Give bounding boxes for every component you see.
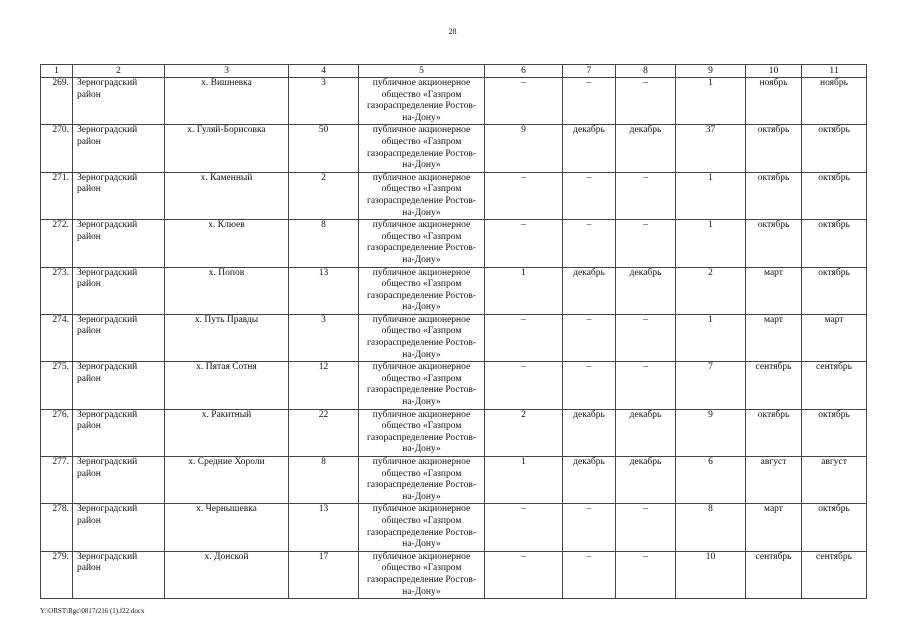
col6-cell: 9	[485, 125, 563, 172]
col6-cell: 2	[485, 409, 563, 456]
col9-cell: 1	[676, 314, 746, 361]
col6-cell: –	[485, 551, 563, 598]
district-cell: Зерноградский район	[73, 267, 165, 314]
col7-cell: –	[563, 172, 616, 219]
col8-cell: декабрь	[616, 457, 676, 504]
column-header: 6	[485, 65, 563, 78]
col11-cell: октябрь	[802, 267, 867, 314]
settlement-cell: х. Каменный	[165, 172, 289, 219]
column-header: 1	[41, 65, 73, 78]
col11-cell: октябрь	[802, 125, 867, 172]
col8-cell: –	[616, 551, 676, 598]
col9-cell: 37	[676, 125, 746, 172]
settlement-cell: х. Попов	[165, 267, 289, 314]
column-header: 8	[616, 65, 676, 78]
col9-cell: 6	[676, 457, 746, 504]
col7-cell: –	[563, 78, 616, 125]
row-number: 275.	[41, 362, 73, 409]
table-row	[41, 267, 867, 314]
col4-cell: 17	[289, 551, 359, 598]
table-row	[41, 551, 867, 598]
col8-cell: –	[616, 314, 676, 361]
col10-cell: август	[746, 457, 802, 504]
column-header: 5	[359, 65, 485, 78]
col11-cell: октябрь	[802, 220, 867, 267]
col9-cell: 8	[676, 504, 746, 551]
col10-cell: октябрь	[746, 172, 802, 219]
col7-cell: декабрь	[563, 267, 616, 314]
col4-cell: 2	[289, 172, 359, 219]
settlement-cell: х. Средние Хороли	[165, 457, 289, 504]
col10-cell: ноябрь	[746, 78, 802, 125]
column-header: 2	[73, 65, 165, 78]
district-cell: Зерноградский район	[73, 409, 165, 456]
col7-cell: декабрь	[563, 125, 616, 172]
column-header: 9	[676, 65, 746, 78]
col9-cell: 2	[676, 267, 746, 314]
row-number: 278.	[41, 504, 73, 551]
col4-cell: 8	[289, 220, 359, 267]
row-number: 279.	[41, 551, 73, 598]
col11-cell: октябрь	[802, 172, 867, 219]
row-number: 270.	[41, 125, 73, 172]
header-row	[41, 65, 867, 78]
col11-cell: октябрь	[802, 504, 867, 551]
row-number: 277.	[41, 457, 73, 504]
col9-cell: 1	[676, 172, 746, 219]
data-table	[40, 64, 867, 599]
organization-cell: публичное акционерное общество «Газпром газораспределение Ростов-на-Дону»	[359, 504, 485, 551]
col8-cell: –	[616, 78, 676, 125]
col4-cell: 13	[289, 504, 359, 551]
organization-cell: публичное акционерное общество «Газпром газораспределение Ростов-на-Дону»	[359, 78, 485, 125]
col4-cell: 50	[289, 125, 359, 172]
col9-cell: 7	[676, 362, 746, 409]
col7-cell: –	[563, 220, 616, 267]
organization-cell: публичное акционерное общество «Газпром газораспределение Ростов-на-Дону»	[359, 172, 485, 219]
organization-cell: публичное акционерное общество «Газпром газораспределение Ростов-на-Дону»	[359, 220, 485, 267]
column-header: 11	[802, 65, 867, 78]
table-row	[41, 504, 867, 551]
settlement-cell: х. Пятая Сотня	[165, 362, 289, 409]
col11-cell: сентябрь	[802, 362, 867, 409]
table-row	[41, 125, 867, 172]
col11-cell: октябрь	[802, 409, 867, 456]
col4-cell: 12	[289, 362, 359, 409]
col6-cell: –	[485, 172, 563, 219]
organization-cell: публичное акционерное общество «Газпром газораспределение Ростов-на-Дону»	[359, 409, 485, 456]
table-row	[41, 314, 867, 361]
row-number: 276.	[41, 409, 73, 456]
district-cell: Зерноградский район	[73, 504, 165, 551]
district-cell: Зерноградский район	[73, 362, 165, 409]
col7-cell: декабрь	[563, 457, 616, 504]
organization-cell: публичное акционерное общество «Газпром газораспределение Ростов-на-Дону»	[359, 457, 485, 504]
column-header: 4	[289, 65, 359, 78]
file-path-footer: Y:\ORST\Rgc\0817r216 (1).f22.docx	[40, 607, 145, 615]
col10-cell: октябрь	[746, 409, 802, 456]
col7-cell: –	[563, 504, 616, 551]
col10-cell: октябрь	[746, 125, 802, 172]
col8-cell: декабрь	[616, 125, 676, 172]
col9-cell: 10	[676, 551, 746, 598]
col7-cell: –	[563, 551, 616, 598]
table-row	[41, 457, 867, 504]
col8-cell: декабрь	[616, 267, 676, 314]
col6-cell: 1	[485, 267, 563, 314]
col10-cell: октябрь	[746, 220, 802, 267]
col10-cell: март	[746, 314, 802, 361]
col9-cell: 9	[676, 409, 746, 456]
col4-cell: 3	[289, 78, 359, 125]
organization-cell: публичное акционерное общество «Газпром газораспределение Ростов-на-Дону»	[359, 362, 485, 409]
col4-cell: 8	[289, 457, 359, 504]
table-row	[41, 78, 867, 125]
settlement-cell: х. Гуляй-Борисовка	[165, 125, 289, 172]
settlement-cell: х. Путь Правды	[165, 314, 289, 361]
settlement-cell: х. Ракитный	[165, 409, 289, 456]
column-header: 7	[563, 65, 616, 78]
col8-cell: –	[616, 504, 676, 551]
table-row	[41, 362, 867, 409]
organization-cell: публичное акционерное общество «Газпром газораспределение Ростов-на-Дону»	[359, 314, 485, 361]
settlement-cell: х. Клюев	[165, 220, 289, 267]
col4-cell: 13	[289, 267, 359, 314]
col10-cell: сентябрь	[746, 551, 802, 598]
settlement-cell: х. Донской	[165, 551, 289, 598]
organization-cell: публичное акционерное общество «Газпром газораспределение Ростов-на-Дону»	[359, 267, 485, 314]
row-number: 269.	[41, 78, 73, 125]
col6-cell: –	[485, 362, 563, 409]
col6-cell: 1	[485, 457, 563, 504]
settlement-cell: х. Вишневка	[165, 78, 289, 125]
table-row	[41, 220, 867, 267]
col10-cell: март	[746, 267, 802, 314]
district-cell: Зерноградский район	[73, 457, 165, 504]
col11-cell: ноябрь	[802, 78, 867, 125]
district-cell: Зерноградский район	[73, 551, 165, 598]
row-number: 273.	[41, 267, 73, 314]
col8-cell: –	[616, 172, 676, 219]
column-header: 10	[746, 65, 802, 78]
row-number: 274.	[41, 314, 73, 361]
col11-cell: август	[802, 457, 867, 504]
col8-cell: –	[616, 220, 676, 267]
district-cell: Зерноградский район	[73, 220, 165, 267]
col7-cell: декабрь	[563, 409, 616, 456]
col8-cell: декабрь	[616, 409, 676, 456]
col4-cell: 3	[289, 314, 359, 361]
table-row	[41, 409, 867, 456]
district-cell: Зерноградский район	[73, 314, 165, 361]
page-number: 28	[448, 27, 457, 36]
col6-cell: –	[485, 504, 563, 551]
district-cell: Зерноградский район	[73, 78, 165, 125]
col4-cell: 22	[289, 409, 359, 456]
district-cell: Зерноградский район	[73, 172, 165, 219]
col6-cell: –	[485, 220, 563, 267]
col8-cell: –	[616, 362, 676, 409]
table-row	[41, 172, 867, 219]
col7-cell: –	[563, 314, 616, 361]
col6-cell: –	[485, 78, 563, 125]
settlement-cell: х. Чернышевка	[165, 504, 289, 551]
organization-cell: публичное акционерное общество «Газпром газораспределение Ростов-на-Дону»	[359, 551, 485, 598]
col9-cell: 1	[676, 220, 746, 267]
row-number: 272.	[41, 220, 73, 267]
col9-cell: 1	[676, 78, 746, 125]
col6-cell: –	[485, 314, 563, 361]
district-cell: Зерноградский район	[73, 125, 165, 172]
column-header: 3	[165, 65, 289, 78]
col10-cell: сентябрь	[746, 362, 802, 409]
col11-cell: март	[802, 314, 867, 361]
col11-cell: сентябрь	[802, 551, 867, 598]
row-number: 271.	[41, 172, 73, 219]
col7-cell: –	[563, 362, 616, 409]
organization-cell: публичное акционерное общество «Газпром газораспределение Ростов-на-Дону»	[359, 125, 485, 172]
col10-cell: март	[746, 504, 802, 551]
